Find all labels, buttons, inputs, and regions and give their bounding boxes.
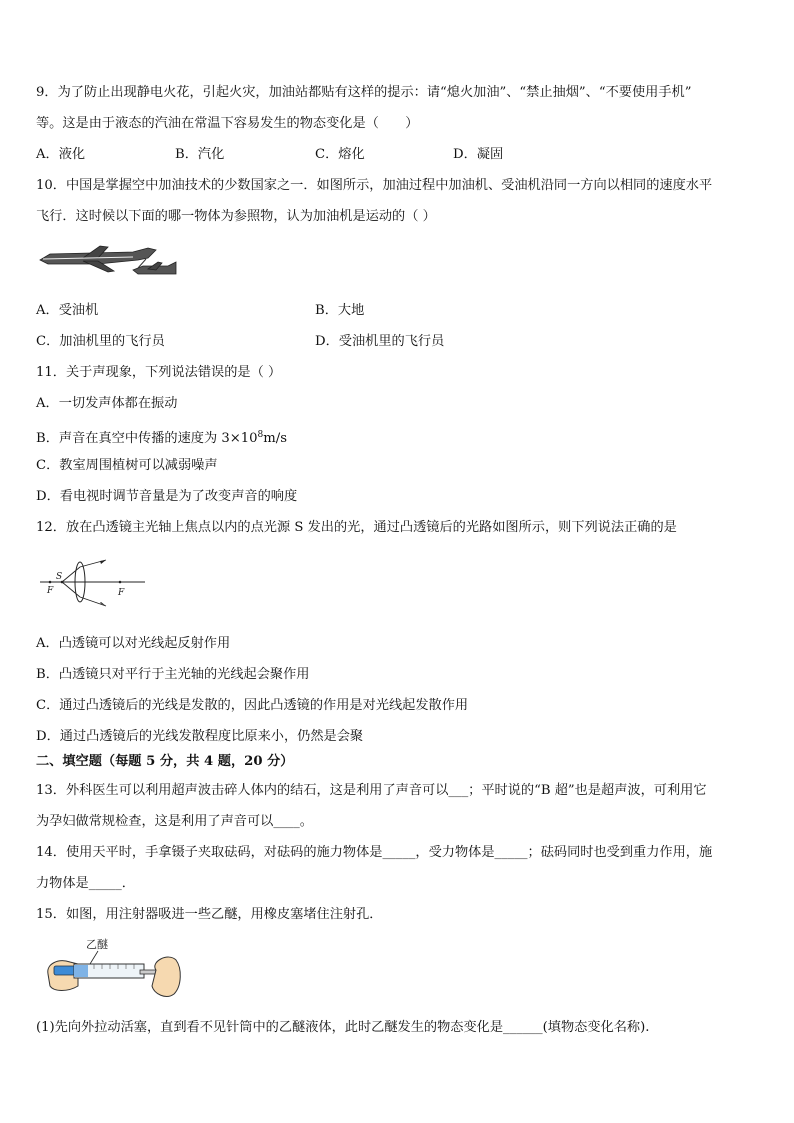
q9-option-d: D．凝固 [453, 147, 504, 162]
q12-option-b: B．凸透镜只对平行于主光轴的光线起会聚作用 [36, 667, 310, 682]
q15-sub1: (1)先向外拉动活塞，直到看不见针筒中的乙醚液体，此时乙醚发生的物态变化是______(填物态变化名称). [36, 1020, 650, 1035]
q10-option-d: D．受油机里的飞行员 [315, 334, 445, 349]
q11-option-b-text: B．声音在真空中传播的速度为 3×10 [36, 431, 258, 446]
q9-stem-line2: 等。这是由于液态的汽油在常温下容易发生的物态变化是（ ） [36, 116, 419, 131]
q10-stem-line1: 10．中国是掌握空中加油技术的少数国家之一．如图所示，加油过程中加油机、受油机沿同一方向以相同的速度水平 [36, 178, 713, 193]
q9-option-a: A．液化 [36, 147, 86, 162]
syringe-ether-image [44, 934, 184, 1004]
q14-stem-line2: 力物体是_____． [36, 876, 135, 891]
q11-option-b [36, 426, 287, 448]
q10-option-b: B．大地 [315, 303, 365, 318]
q9-stem-line1: 9．为了防止出现静电火花，引起火灾，加油站都贴有这样的提示：请“熄火加油”、“禁止抽烟”、“不要使用手机” [36, 85, 692, 100]
q10-option-a: A．受油机 [36, 303, 99, 318]
q12-stem: 12．放在凸透镜主光轴上焦点以内的点光源 S 发出的光，通过凸透镜后的光路如图所示，则下列说法正确的是 [36, 520, 677, 535]
q13-stem-line2: 为孕妇做常规检查，这是利用了声音可以____。 [36, 814, 313, 829]
lens-label-s: S [56, 572, 63, 582]
q14-stem-line1: 14．使用天平时，手拿镊子夹取砝码，对砝码的施力物体是_____，受力物体是_____；砝码同时也受到重力作用，施 [36, 845, 713, 860]
syringe-label-ether: 乙醚 [86, 938, 108, 951]
q12-option-c: C．通过凸透镜后的光线是发散的，因此凸透镜的作用是对光线起发散作用 [36, 698, 469, 713]
q11-option-d: D．看电视时调节音量是为了改变声音的响度 [36, 489, 298, 504]
q11-stem: 11．关于声现象，下列说法错误的是（ ） [36, 365, 282, 380]
q12-option-a: A．凸透镜可以对光线起反射作用 [36, 636, 231, 651]
q9-option-c: C．熔化 [315, 147, 365, 162]
q9-option-b: B．汽化 [175, 147, 225, 162]
convex-lens-diagram [40, 558, 150, 610]
lens-label-f-right: F [118, 588, 125, 598]
q10-option-c: C．加油机里的飞行员 [36, 334, 165, 349]
refueling-aircraft-image [38, 244, 178, 280]
q11-option-a: A．一切发声体都在振动 [36, 396, 178, 411]
q11-option-c: C．教室周围植树可以减弱噪声 [36, 458, 218, 473]
q11-speed-exponent: 8 [257, 430, 264, 440]
q12-option-d: D．通过凸透镜后的光线发散程度比原来小，仍然是会聚 [36, 729, 364, 744]
q11-speed-unit: m/s [263, 431, 287, 446]
q10-stem-line2: 飞行．这时候以下面的哪一物体为参照物，认为加油机是运动的（ ） [36, 209, 436, 224]
lens-label-f-left: F [47, 586, 54, 596]
q15-stem: 15．如图，用注射器吸进一些乙醚，用橡皮塞堵住注射孔． [36, 907, 383, 922]
section-title: 二、填空题（每题 5 分，共 4 题，20 分） [36, 754, 294, 769]
q13-stem-line1: 13．外科医生可以利用超声波击碎人体内的结石，这是利用了声音可以___；平时说的“B 超”也是超声波，可利用它 [36, 783, 707, 798]
